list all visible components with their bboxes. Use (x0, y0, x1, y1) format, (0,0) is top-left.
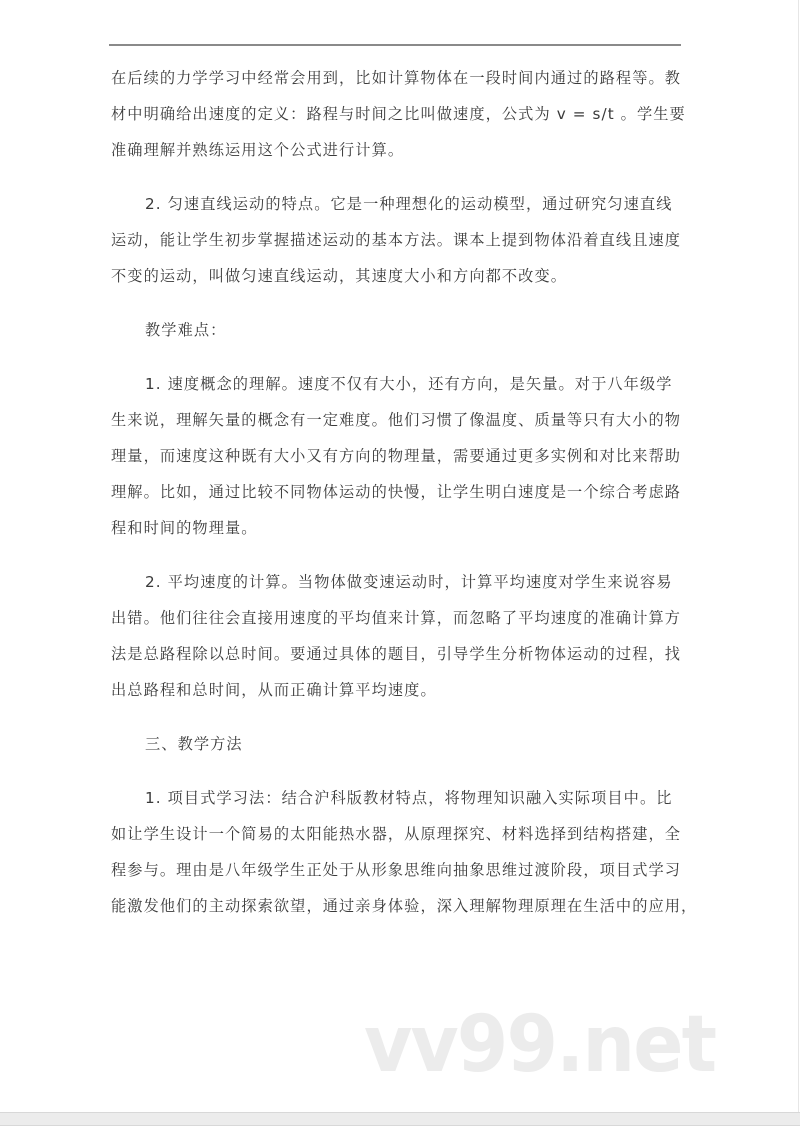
next-page-top (0, 1126, 800, 1137)
paragraph-average-speed (111, 564, 681, 708)
text-line: 1. 速度概念的理解。速度不仅有大小，还有方向，是矢量。对于八年级学 (145, 375, 673, 393)
text-line: 能激发他们的主动探索欲望，通过亲身体验，深入理解物理原理在生活中的应用， (111, 897, 698, 915)
text-line: 运动，能让学生初步掌握描述运动的基本方法。课本上提到物体沿着直线且速度 (111, 231, 682, 249)
text-line: 准确理解并熟练运用这个公式进行计算。 (111, 141, 405, 159)
text-line: 法是总路程除以总时间。要通过具体的题目，引导学生分析物体运动的过程，找 (111, 645, 682, 663)
text-line: 理量，而速度这种既有大小又有方向的物理量，需要通过更多实例和对比来帮助 (111, 447, 682, 465)
text-line: 生来说，理解矢量的概念有一定难度。他们习惯了像温度、质量等只有大小的物 (111, 411, 682, 429)
text-line: 1. 项目式学习法：结合沪科版教材特点，将物理知识融入实际项目中。比 (145, 789, 673, 807)
watermark: vv99.net (364, 1000, 716, 1090)
text-line: 在后续的力学学习中经常会用到，比如计算物体在一段时间内通过的路程等。教 (111, 69, 682, 87)
text-line: 出总路程和总时间，从而正确计算平均速度。 (111, 681, 437, 699)
text-line: 2. 匀速直线运动的特点。它是一种理想化的运动模型，通过研究匀速直线 (145, 195, 673, 213)
heading-text: 三、教学方法 (145, 735, 243, 753)
header-rule (109, 44, 681, 46)
paragraph-speed-definition (111, 60, 686, 168)
heading-text: 教学难点： (145, 321, 227, 339)
text-line: 程和时间的物理量。 (111, 519, 258, 537)
paragraph-project-learning (111, 780, 698, 924)
text-line: 如让学生设计一个简易的太阳能热水器，从原理探究、材料选择到结构搭建，全 (111, 825, 682, 843)
document-body (111, 60, 698, 924)
page-separator (0, 1112, 800, 1126)
heading-teaching-methods (111, 726, 681, 762)
heading-teaching-difficulties (111, 312, 681, 348)
text-line: 程参与。理由是八年级学生正处于从形象思维向抽象思维过渡阶段，项目式学习 (111, 861, 682, 879)
text-line: 出错。他们往往会直接用速度的平均值来计算，而忽略了平均速度的准确计算方 (111, 609, 682, 627)
text-line: 材中明确给出速度的定义：路程与时间之比叫做速度，公式为 v = s/t 。学生要 (111, 105, 686, 123)
paragraph-uniform-motion (111, 186, 681, 294)
text-line: 2. 平均速度的计算。当物体做变速运动时，计算平均速度对学生来说容易 (145, 573, 673, 591)
text-line: 不变的运动，叫做匀速直线运动，其速度大小和方向都不改变。 (111, 267, 568, 285)
paragraph-speed-concept (111, 366, 681, 546)
text-line: 理解。比如，通过比较不同物体运动的快慢，让学生明白速度是一个综合考虑路 (111, 483, 682, 501)
